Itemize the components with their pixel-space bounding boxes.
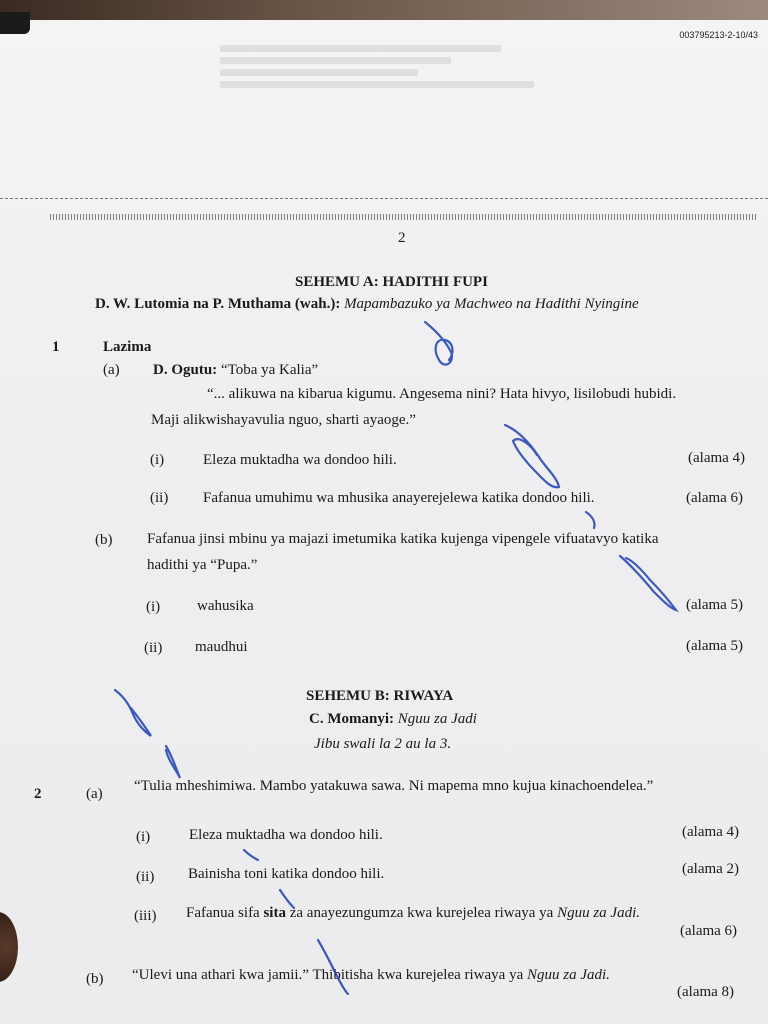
q2b-text-main: “Ulevi una athari kwa jamii.” Thibitisha kwa kurejelea riwaya ya: [132, 967, 527, 983]
ink-scribble-3: [586, 512, 595, 528]
q2-number: 2: [34, 786, 42, 802]
q2a-iii-text: [186, 905, 640, 922]
q2a-iii-number: (iii): [134, 908, 157, 924]
q1b-line1: Fafanua jinsi mbinu ya majazi imetumika katika kujenga vipengele vifuatavyo katika: [147, 531, 659, 547]
q2a-quote: “Tulia mheshimiwa. Mambo yatakuwa sawa. Ni mapema mno kujua kinachoendelea.”: [134, 778, 654, 794]
section-b-author: C. Momanyi:: [309, 711, 394, 727]
q2a-ii-text: Bainisha toni katika dondoo hili.: [188, 866, 385, 882]
q1b-i-text: wahusika: [197, 598, 254, 614]
ink-scribble-7: [244, 850, 258, 860]
q1a-ii-number: (ii): [150, 490, 169, 506]
q1a-i-marks: (alama 4): [688, 450, 746, 466]
q1a-quote-line2: Maji alikwishayavulia nguo, sharti ayaoge.”: [151, 412, 416, 428]
q1a-letter: (a): [103, 362, 120, 378]
binder-corner: [0, 12, 30, 34]
section-b-book-title: Nguu za Jadi: [397, 711, 477, 727]
section-b-book: [309, 711, 477, 728]
ink-scribble-4: [620, 556, 676, 610]
q2a-iii-book: Nguu za Jadi.: [557, 905, 640, 921]
q1b-i-number: (i): [146, 599, 161, 615]
q1b-line2: hadithi ya “Pupa.”: [147, 557, 258, 573]
q1b-i-marks: (alama 5): [686, 597, 744, 613]
q1a-story: [153, 362, 318, 379]
ink-scribble-6: [166, 746, 180, 778]
q2a-iii-marks: (alama 6): [680, 923, 738, 939]
ink-scribble-1: [425, 322, 452, 365]
q2a-ii-number: (ii): [136, 869, 155, 885]
q1a-i-text: Eleza muktadha wa dondoo hili.: [203, 452, 397, 468]
q1a-story-author: D. Ogutu:: [153, 362, 218, 378]
q1-label: Lazima: [103, 339, 152, 355]
q1b-ii-number: (ii): [144, 640, 163, 656]
q1a-ii-marks: (alama 6): [686, 490, 744, 506]
q1a-i-number: (i): [150, 452, 165, 468]
thumb-shadow: [0, 912, 18, 982]
section-b-title: SEHEMU B: RIWAYA: [306, 688, 454, 704]
q1b-ii-text: maudhui: [195, 639, 248, 655]
section-b-instruction: Jibu swali la 2 au la 3.: [314, 736, 452, 752]
q2b-letter: (b): [86, 971, 104, 987]
page-code: 003795213-2-10/43: [679, 30, 758, 40]
q2b-marks: (alama 8): [677, 984, 735, 1000]
book-title: Mapambazuko ya Machweo na Hadithi Nyingine: [344, 296, 639, 312]
ink-scribble-2: [505, 425, 559, 487]
tear-line: [0, 198, 768, 199]
q2a-ii-marks: (alama 2): [682, 861, 740, 877]
q2b-text: [132, 967, 610, 984]
q1-number: 1: [52, 339, 60, 355]
q2a-letter: (a): [86, 786, 103, 802]
q2b-book: Nguu za Jadi.: [527, 967, 610, 983]
q1b-letter: (b): [95, 532, 113, 548]
q2a-i-text: Eleza muktadha wa dondoo hili.: [189, 827, 383, 843]
section-a-book: [95, 296, 639, 313]
q1a-ii-text: Fafanua umuhimu wa mhusika anayerejelewa katika dondoo hili.: [203, 490, 595, 506]
micro-barcode-strip: [50, 214, 758, 220]
section-a-title: SEHEMU A: HADITHI FUPI: [295, 274, 488, 290]
q1a-story-title: “Toba ya Kalia”: [220, 362, 319, 378]
page-number: 2: [398, 230, 406, 246]
ink-scribble-5: [115, 690, 151, 736]
q2a-i-marks: (alama 4): [682, 824, 740, 840]
q1b-ii-marks: (alama 5): [686, 638, 744, 654]
q2a-iii-text-mid: za anayezungumza kwa kurejelea riwaya ya: [285, 905, 558, 921]
q1a-quote-line1: “... alikuwa na kibarua kigumu. Angesema nini? Hata hivyo, lisilobudi hubidi.: [207, 386, 677, 402]
q2a-iii-text-pre: Fafanua sifa: [186, 905, 264, 921]
page-edge-shadow: [0, 0, 768, 20]
show-through-text: [220, 40, 550, 93]
q2a-iii-text-bold: sita: [263, 905, 286, 921]
q2a-i-number: (i): [136, 829, 151, 845]
book-authors: D. W. Lutomia na P. Muthama (wah.):: [95, 296, 341, 312]
